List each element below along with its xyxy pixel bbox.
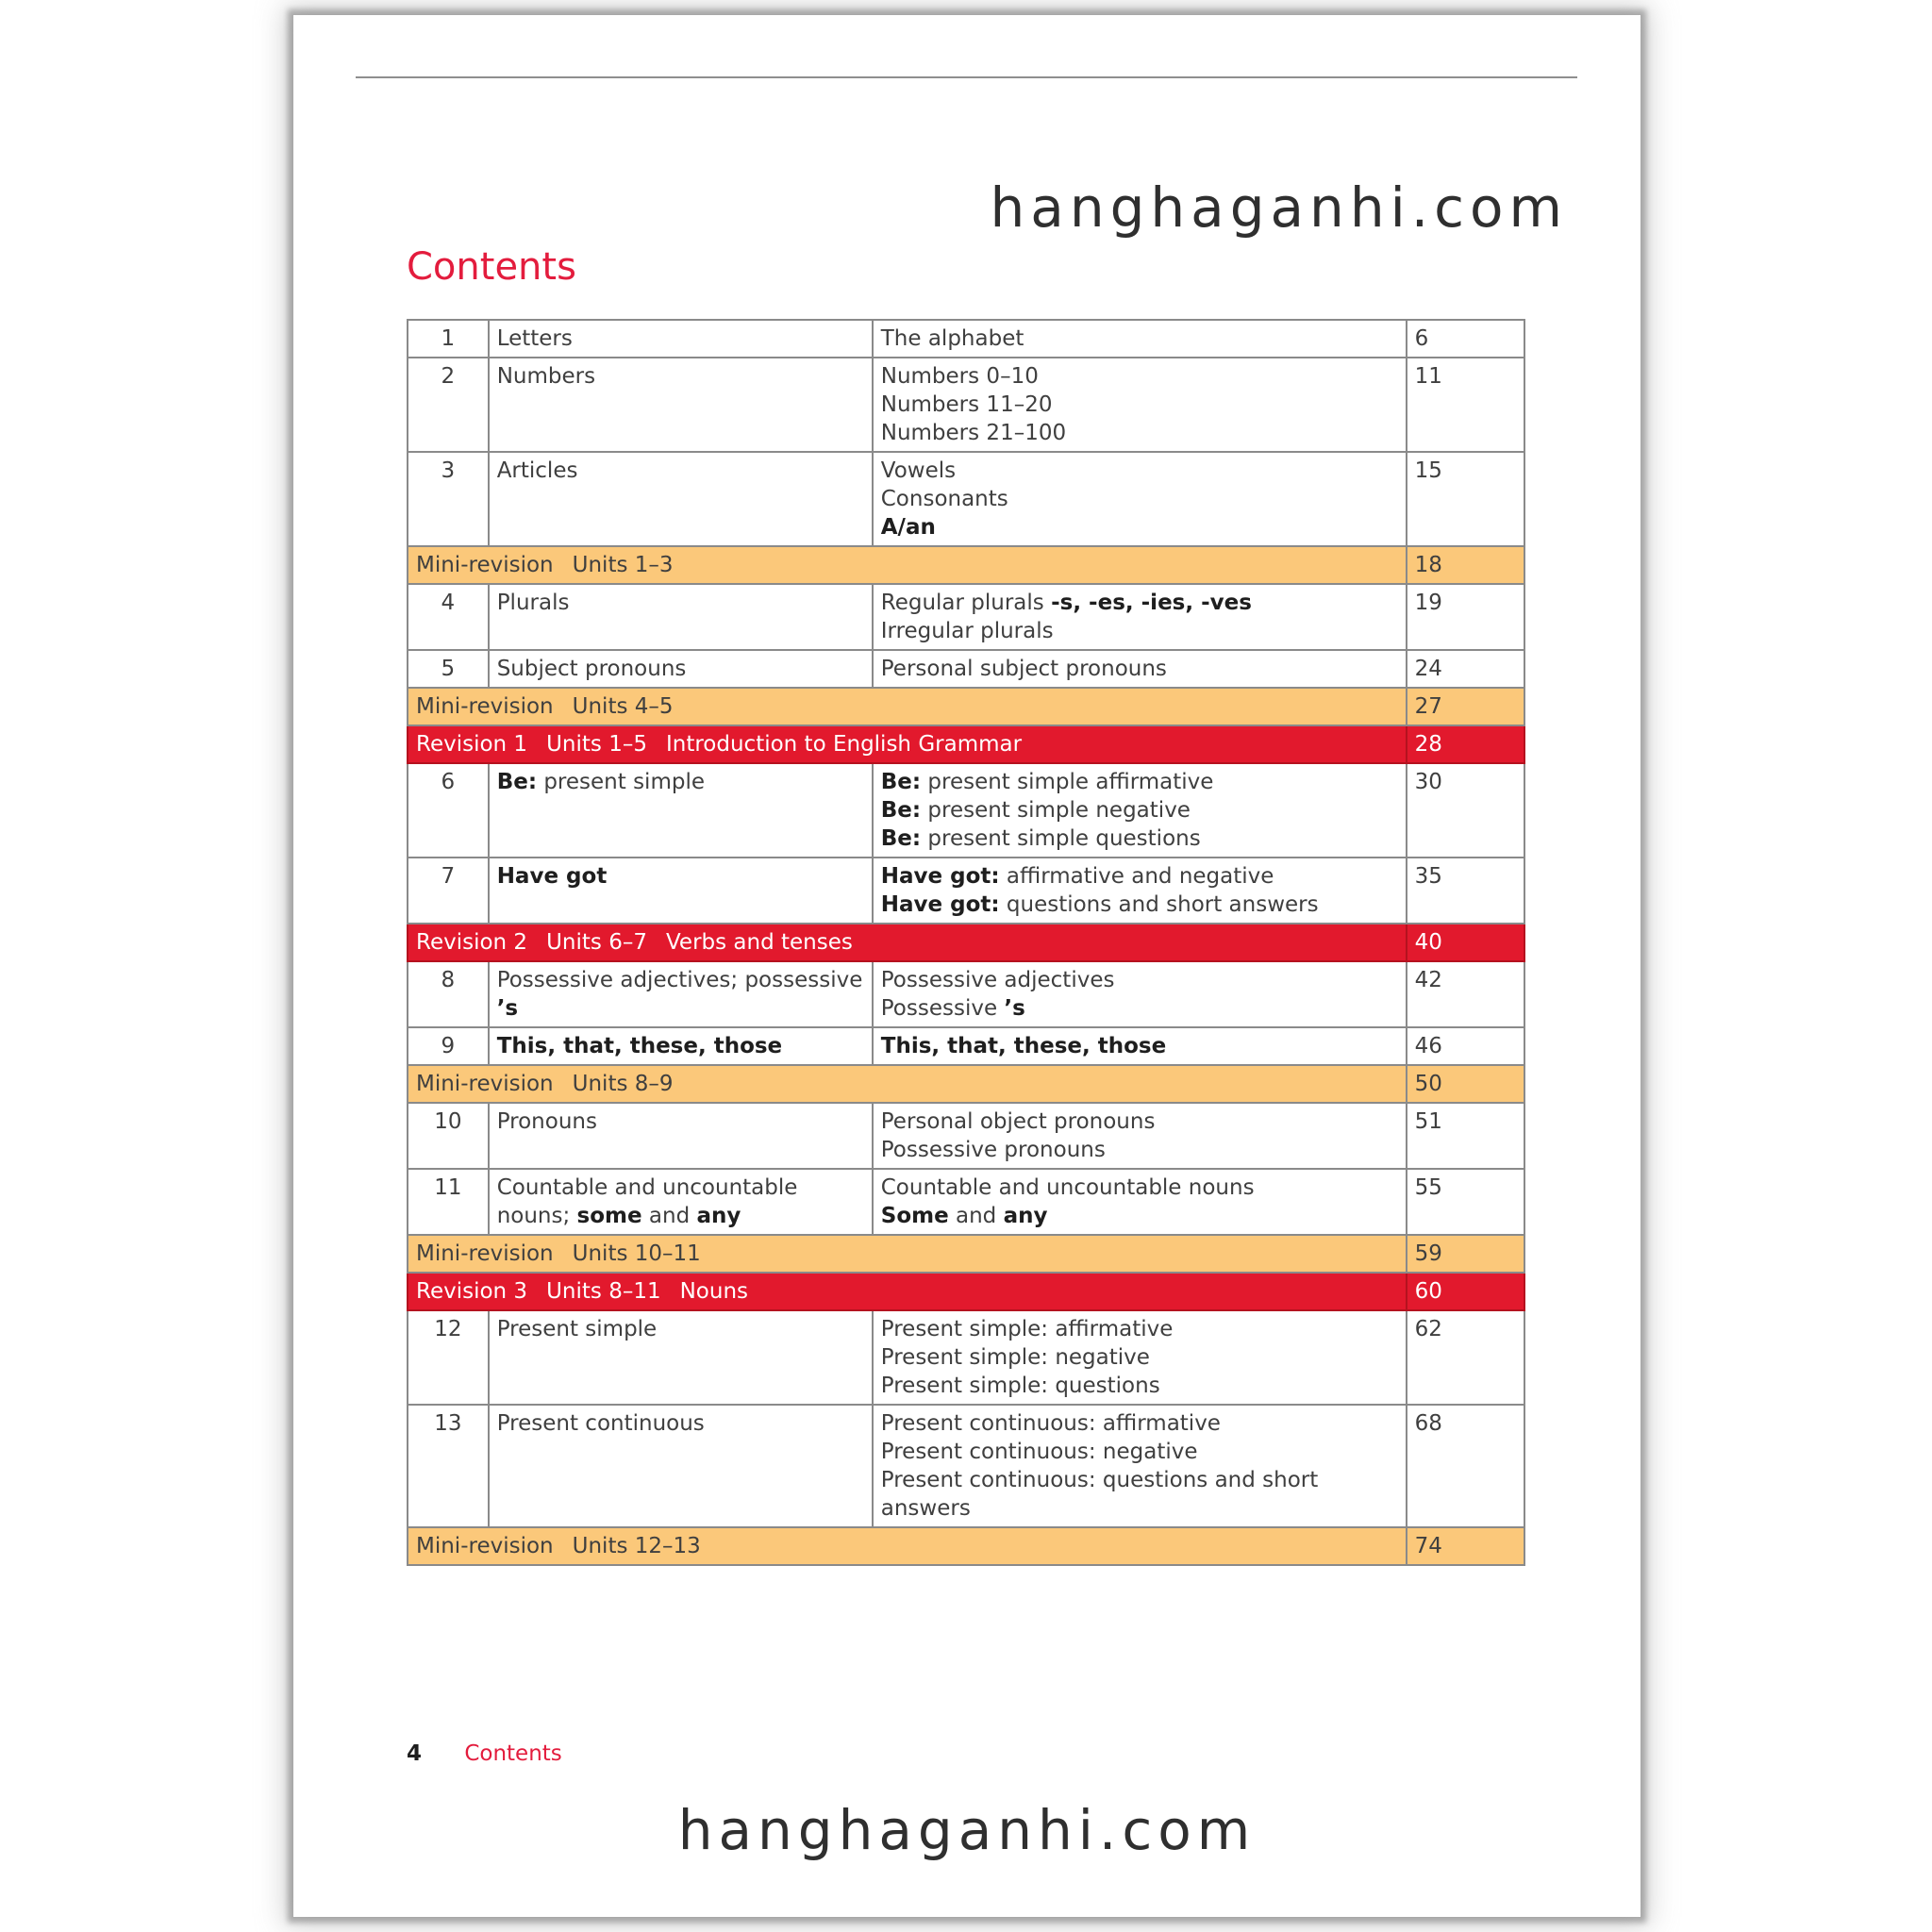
page-number: 68 <box>1407 1405 1524 1527</box>
text-run: Present continuous <box>496 1411 705 1436</box>
text-run: Possessive adjectives <box>880 968 1115 992</box>
unit-row <box>408 584 1524 650</box>
unit-number: 12 <box>408 1310 489 1405</box>
bold-text: Have got: <box>880 864 1000 889</box>
page-number: 15 <box>1407 452 1524 546</box>
unit-row <box>408 961 1524 1027</box>
unit-name <box>489 858 873 924</box>
page-number: 18 <box>1407 546 1524 584</box>
text-run: Possessive pronouns <box>880 1138 1106 1162</box>
bold-text: A/an <box>880 515 936 540</box>
unit-name <box>489 1103 873 1169</box>
page-number: 6 <box>1407 320 1524 358</box>
revision-title: Mini-revision <box>416 694 554 719</box>
page-number: 27 <box>1407 688 1524 725</box>
unit-topics <box>873 1310 1407 1405</box>
text-run: Irregular plurals <box>880 619 1054 643</box>
revision-units: Units 1–5 <box>546 732 647 757</box>
topic-line <box>881 1315 1398 1343</box>
page-number: 11 <box>1407 358 1524 452</box>
topic-line <box>881 589 1398 617</box>
text-run: Pronouns <box>496 1109 597 1134</box>
text-run: Present continuous: affirmative <box>880 1411 1221 1436</box>
bold-text: Be: <box>496 770 538 794</box>
topic-line <box>881 362 1398 391</box>
page-number: 42 <box>1407 961 1524 1027</box>
unit-name <box>489 452 873 546</box>
revision-title: Revision 3 <box>416 1279 528 1304</box>
footer-page-number: 4 <box>407 1741 423 1766</box>
text-run: present simple questions <box>921 826 1201 851</box>
bold-text: some <box>576 1204 642 1228</box>
unit-number: 7 <box>408 858 489 924</box>
unit-name <box>489 763 873 858</box>
unit-number: 13 <box>408 1405 489 1527</box>
revision-units: Units 4–5 <box>572 694 674 719</box>
topic-line <box>881 966 1398 994</box>
unit-number: 11 <box>408 1169 489 1235</box>
page-number: 35 <box>1407 858 1524 924</box>
bold-text: ’s <box>496 996 519 1021</box>
text-run: Possessive <box>880 996 1005 1021</box>
page-number: 74 <box>1407 1527 1524 1565</box>
revision-units: Units 12–13 <box>572 1534 701 1558</box>
text-run: Present continuous: negative <box>880 1440 1198 1464</box>
bold-text: any <box>1003 1204 1048 1228</box>
topic-line <box>881 513 1398 541</box>
watermark-top: hanghaganhi.com <box>990 175 1568 240</box>
page-number: 59 <box>1407 1235 1524 1273</box>
page-number: 60 <box>1407 1273 1524 1310</box>
page-number: 62 <box>1407 1310 1524 1405</box>
text-run: Numbers <box>496 364 596 389</box>
topic-line <box>881 796 1398 824</box>
unit-row <box>408 858 1524 924</box>
text-run: affirmative and negative <box>999 864 1274 889</box>
topic-line <box>881 485 1398 513</box>
unit-topics <box>873 320 1407 358</box>
text-run: Letters <box>496 326 573 351</box>
unit-number: 2 <box>408 358 489 452</box>
topic-line <box>881 325 1398 353</box>
page-number: 55 <box>1407 1169 1524 1235</box>
revision-units: Units 8–9 <box>572 1072 674 1096</box>
unit-row <box>408 320 1524 358</box>
revision-units: Units 10–11 <box>572 1241 701 1266</box>
unit-name <box>489 1169 873 1235</box>
text-run: present simple <box>537 770 705 794</box>
text-run: Numbers 11–20 <box>880 392 1053 417</box>
unit-topics <box>873 961 1407 1027</box>
unit-name <box>489 1027 873 1065</box>
mini-revision-label <box>408 1235 1407 1273</box>
revision-label <box>408 1273 1407 1310</box>
unit-name <box>489 320 873 358</box>
unit-topics <box>873 1169 1407 1235</box>
topic-line <box>881 1202 1398 1230</box>
revision-units: Units 1–3 <box>572 553 674 577</box>
unit-row <box>408 358 1524 452</box>
unit-name <box>489 358 873 452</box>
unit-name <box>489 1405 873 1527</box>
page-number: 46 <box>1407 1027 1524 1065</box>
unit-number: 3 <box>408 452 489 546</box>
text-run: Present simple: affirmative <box>880 1317 1174 1341</box>
unit-row <box>408 452 1524 546</box>
mini-revision-label <box>408 1527 1407 1565</box>
page-footer <box>407 1741 562 1766</box>
book-page <box>293 15 1641 1917</box>
unit-name <box>489 584 873 650</box>
unit-topics <box>873 452 1407 546</box>
unit-row <box>408 1405 1524 1527</box>
topic-line <box>881 1032 1398 1060</box>
bold-text: This, that, these, those <box>880 1034 1167 1058</box>
unit-topics <box>873 763 1407 858</box>
revision-title: Revision 1 <box>416 732 528 757</box>
text-run: Present simple: questions <box>880 1374 1160 1398</box>
mini-revision-row <box>408 1527 1524 1565</box>
mini-revision-row <box>408 1065 1524 1103</box>
revision-label <box>408 725 1407 763</box>
unit-row <box>408 1027 1524 1065</box>
top-rule <box>356 76 1577 78</box>
text-run: Subject pronouns <box>496 657 687 681</box>
unit-topics <box>873 1405 1407 1527</box>
revision-label <box>408 924 1407 961</box>
unit-topics <box>873 584 1407 650</box>
unit-topics <box>873 650 1407 688</box>
topic-line <box>881 1372 1398 1400</box>
topic-line <box>881 1409 1398 1438</box>
topic-line <box>881 391 1398 419</box>
bold-text: Be: <box>880 770 922 794</box>
topic-line <box>881 1108 1398 1136</box>
unit-row <box>408 650 1524 688</box>
topic-line <box>881 1136 1398 1164</box>
text-run: and <box>948 1204 1004 1228</box>
mini-revision-label <box>408 1065 1407 1103</box>
text-run: present simple affirmative <box>921 770 1214 794</box>
revision-units: Units 6–7 <box>546 930 647 955</box>
topic-line <box>881 1174 1398 1202</box>
text-run: Articles <box>496 458 578 483</box>
unit-number: 4 <box>408 584 489 650</box>
watermark-bottom: hanghaganhi.com <box>677 1798 1257 1862</box>
unit-number: 1 <box>408 320 489 358</box>
mini-revision-row <box>408 1235 1524 1273</box>
revision-topic: Nouns <box>679 1279 749 1304</box>
revision-row <box>408 725 1524 763</box>
unit-name <box>489 650 873 688</box>
unit-name <box>489 1310 873 1405</box>
text-run: Possessive adjectives; possessive <box>496 968 863 992</box>
text-run: Numbers 21–100 <box>880 421 1067 445</box>
topic-line <box>881 1438 1398 1466</box>
topic-line <box>881 891 1398 919</box>
bold-text: any <box>696 1204 741 1228</box>
bold-text: ’s <box>1004 996 1025 1021</box>
unit-topics <box>873 1027 1407 1065</box>
revision-title: Revision 2 <box>416 930 528 955</box>
topic-line <box>881 862 1398 891</box>
page-number: 51 <box>1407 1103 1524 1169</box>
unit-number: 9 <box>408 1027 489 1065</box>
text-run: Present continuous: questions and short answers <box>880 1468 1319 1521</box>
footer-label: Contents <box>464 1741 562 1766</box>
text-run: Countable and uncountable nouns; <box>496 1175 798 1228</box>
text-run: Plurals <box>496 591 570 615</box>
contents-table-body <box>408 320 1524 1565</box>
topic-line <box>881 655 1398 683</box>
mini-revision-row <box>408 546 1524 584</box>
topic-line <box>881 824 1398 853</box>
topic-line <box>881 768 1398 796</box>
mini-revision-label <box>408 688 1407 725</box>
revision-title: Mini-revision <box>416 1534 554 1558</box>
text-run: Personal subject pronouns <box>880 657 1167 681</box>
page-number: 50 <box>1407 1065 1524 1103</box>
unit-name <box>489 961 873 1027</box>
topic-line <box>881 419 1398 447</box>
mini-revision-label <box>408 546 1407 584</box>
page-number: 24 <box>1407 650 1524 688</box>
revision-title: Mini-revision <box>416 553 554 577</box>
text-run: and <box>641 1204 697 1228</box>
topic-line <box>881 1343 1398 1372</box>
text-run: Present simple: negative <box>880 1345 1150 1370</box>
unit-topics <box>873 1103 1407 1169</box>
page-number: 30 <box>1407 763 1524 858</box>
unit-row <box>408 763 1524 858</box>
bold-text: Be: <box>880 826 922 851</box>
text-run: Personal object pronouns <box>880 1109 1156 1134</box>
page-number: 40 <box>1407 924 1524 961</box>
unit-row <box>408 1103 1524 1169</box>
topic-line <box>881 1466 1398 1523</box>
unit-row <box>408 1169 1524 1235</box>
unit-topics <box>873 358 1407 452</box>
bold-text: Be: <box>880 798 922 823</box>
text-run: present simple negative <box>921 798 1191 823</box>
topic-line <box>881 457 1398 485</box>
text-run: Consonants <box>880 487 1008 511</box>
bold-text: Have got: <box>880 892 1000 917</box>
bold-text: Have got <box>496 864 608 889</box>
text-run: questions and short answers <box>999 892 1319 917</box>
text-run: Countable and uncountable nouns <box>880 1175 1255 1200</box>
revision-row <box>408 1273 1524 1310</box>
revision-units: Units 8–11 <box>546 1279 661 1304</box>
revision-title: Mini-revision <box>416 1241 554 1266</box>
bold-text: Some <box>880 1204 949 1228</box>
text-run: Regular plurals <box>880 591 1052 615</box>
revision-topic: Verbs and tenses <box>665 930 853 955</box>
page-number: 19 <box>1407 584 1524 650</box>
page-number: 28 <box>1407 725 1524 763</box>
unit-number: 10 <box>408 1103 489 1169</box>
revision-row <box>408 924 1524 961</box>
text-run: Vowels <box>880 458 957 483</box>
bold-text: This, that, these, those <box>496 1034 783 1058</box>
page-title: Contents <box>407 245 576 289</box>
revision-topic: Introduction to English Grammar <box>665 732 1023 757</box>
unit-number: 5 <box>408 650 489 688</box>
mini-revision-row <box>408 688 1524 725</box>
unit-number: 8 <box>408 961 489 1027</box>
unit-row <box>408 1310 1524 1405</box>
contents-table <box>407 319 1525 1566</box>
text-run: The alphabet <box>880 326 1024 351</box>
revision-title: Mini-revision <box>416 1072 554 1096</box>
text-run: Numbers 0–10 <box>880 364 1039 389</box>
text-run: Present simple <box>496 1317 658 1341</box>
bold-text: -s, -es, -ies, -ves <box>1051 591 1252 615</box>
unit-number: 6 <box>408 763 489 858</box>
topic-line <box>881 617 1398 645</box>
unit-topics <box>873 858 1407 924</box>
topic-line <box>881 994 1398 1023</box>
